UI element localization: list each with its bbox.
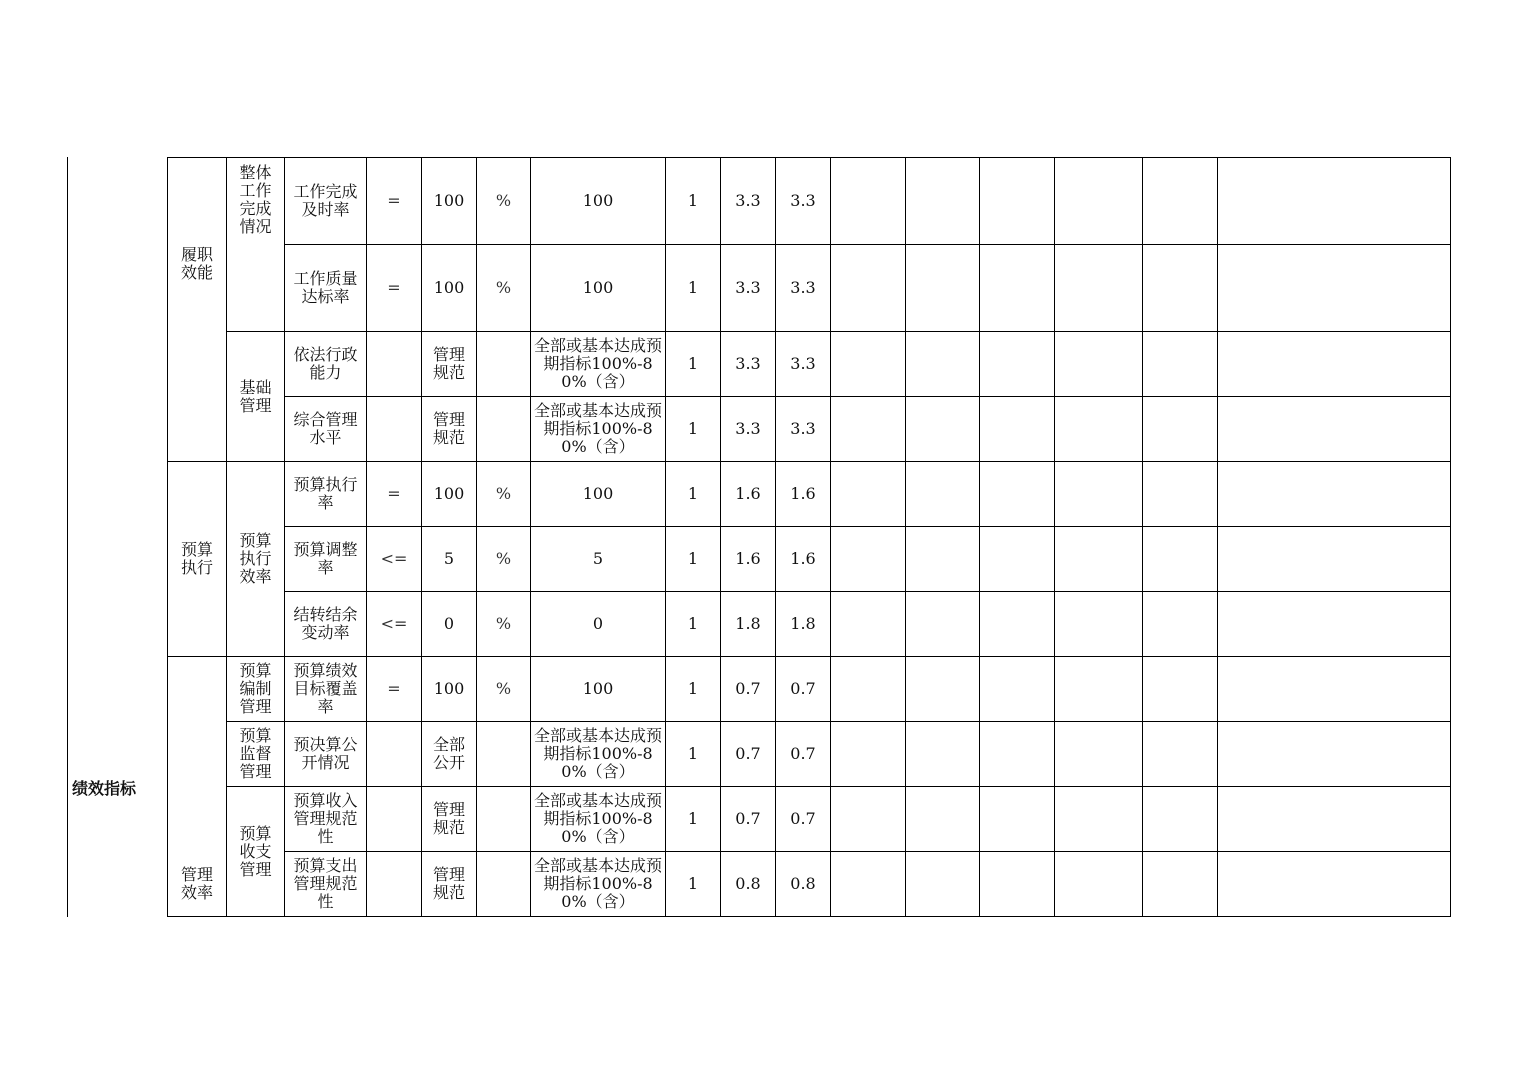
level2-category-text: 预算收支管理 bbox=[239, 823, 272, 879]
table-row bbox=[168, 722, 1451, 787]
empty-cell bbox=[1218, 852, 1451, 917]
indicator-name-text: 预决算公开情况 bbox=[293, 735, 358, 772]
level1-category-text: 管理效率 bbox=[180, 865, 213, 902]
table-row bbox=[168, 787, 1451, 852]
score-cell: 3.3 bbox=[776, 397, 831, 462]
operator-cell bbox=[367, 852, 422, 917]
empty-cell bbox=[1218, 332, 1451, 397]
indicator-name bbox=[285, 397, 367, 462]
target-value bbox=[422, 332, 477, 397]
section-label: 绩效指标 bbox=[72, 779, 137, 798]
score-cell: 0.8 bbox=[776, 852, 831, 917]
level1-category bbox=[168, 657, 227, 917]
indicator-name bbox=[285, 527, 367, 592]
weight-cell: 1 bbox=[666, 462, 721, 527]
target-value-text: 5 bbox=[443, 549, 455, 568]
table-row bbox=[168, 852, 1451, 917]
weight-cell: 1 bbox=[666, 245, 721, 332]
scoring-standard-text: 全部或基本达成预期指标100%-80%（含） bbox=[534, 726, 663, 781]
left-border-line bbox=[67, 157, 68, 917]
scoring-standard bbox=[531, 722, 666, 787]
table-row bbox=[168, 245, 1451, 332]
operator-cell: = bbox=[367, 245, 422, 332]
indicator-name bbox=[285, 462, 367, 527]
scoring-standard-text: 100 bbox=[582, 679, 614, 698]
empty-cell bbox=[980, 787, 1055, 852]
empty-cell bbox=[1143, 527, 1218, 592]
target-value-text: 100 bbox=[433, 278, 465, 297]
indicator-name bbox=[285, 158, 367, 245]
score-cell: 0.7 bbox=[721, 657, 776, 722]
operator-cell: = bbox=[367, 462, 422, 527]
operator-cell bbox=[367, 332, 422, 397]
weight-cell: 1 bbox=[666, 592, 721, 657]
weight-cell: 1 bbox=[666, 397, 721, 462]
indicator-name-text: 工作完成及时率 bbox=[293, 182, 358, 219]
scoring-standard bbox=[531, 527, 666, 592]
unit-cell: % bbox=[477, 158, 531, 245]
target-value bbox=[422, 462, 477, 527]
empty-cell bbox=[1218, 527, 1451, 592]
weight-cell: 1 bbox=[666, 158, 721, 245]
level1-category-text: 预算执行 bbox=[180, 540, 213, 577]
empty-cell bbox=[1055, 245, 1143, 332]
score-cell: 0.8 bbox=[721, 852, 776, 917]
empty-cell bbox=[1218, 158, 1451, 245]
score-cell: 3.3 bbox=[776, 245, 831, 332]
score-cell: 3.3 bbox=[721, 332, 776, 397]
empty-cell bbox=[831, 722, 906, 787]
target-value bbox=[422, 787, 477, 852]
scoring-standard-text: 100 bbox=[582, 484, 614, 503]
indicator-name-text: 预算执行率 bbox=[293, 475, 358, 512]
target-value bbox=[422, 852, 477, 917]
target-value bbox=[422, 245, 477, 332]
unit-cell bbox=[477, 787, 531, 852]
empty-cell bbox=[980, 527, 1055, 592]
score-cell: 1.6 bbox=[721, 462, 776, 527]
level2-category bbox=[227, 462, 285, 657]
empty-cell bbox=[906, 397, 980, 462]
weight-cell: 1 bbox=[666, 722, 721, 787]
unit-cell bbox=[477, 852, 531, 917]
level2-category bbox=[227, 787, 285, 917]
target-value-text: 全部公开 bbox=[432, 735, 465, 772]
table-row bbox=[168, 158, 1451, 245]
level1-category bbox=[168, 158, 227, 462]
target-value-text: 管理规范 bbox=[432, 800, 465, 837]
scoring-standard bbox=[531, 462, 666, 527]
empty-cell bbox=[831, 158, 906, 245]
empty-cell bbox=[831, 787, 906, 852]
table-row bbox=[168, 527, 1451, 592]
indicator-name bbox=[285, 657, 367, 722]
unit-cell: % bbox=[477, 462, 531, 527]
empty-cell bbox=[1143, 245, 1218, 332]
empty-cell bbox=[1218, 462, 1451, 527]
weight-cell: 1 bbox=[666, 527, 721, 592]
level2-category bbox=[227, 158, 285, 332]
score-cell: 1.8 bbox=[776, 592, 831, 657]
scoring-standard bbox=[531, 657, 666, 722]
score-cell: 1.8 bbox=[721, 592, 776, 657]
scoring-standard-text: 5 bbox=[592, 549, 604, 568]
target-value-text: 100 bbox=[433, 191, 465, 210]
level2-category-text: 预算监督管理 bbox=[239, 726, 272, 781]
empty-cell bbox=[906, 592, 980, 657]
scoring-standard-text: 100 bbox=[582, 278, 614, 297]
score-cell: 0.7 bbox=[776, 657, 831, 722]
table-row bbox=[168, 397, 1451, 462]
scoring-standard bbox=[531, 852, 666, 917]
score-cell: 0.7 bbox=[776, 787, 831, 852]
target-value bbox=[422, 657, 477, 722]
empty-cell bbox=[831, 592, 906, 657]
unit-cell: % bbox=[477, 245, 531, 332]
empty-cell bbox=[1143, 332, 1218, 397]
empty-cell bbox=[906, 332, 980, 397]
empty-cell bbox=[1055, 852, 1143, 917]
empty-cell bbox=[1143, 722, 1218, 787]
empty-cell bbox=[906, 657, 980, 722]
empty-cell bbox=[980, 397, 1055, 462]
empty-cell bbox=[906, 787, 980, 852]
level2-category bbox=[227, 332, 285, 462]
indicator-name bbox=[285, 787, 367, 852]
scoring-standard bbox=[531, 332, 666, 397]
target-value bbox=[422, 527, 477, 592]
table-row bbox=[168, 462, 1451, 527]
score-cell: 3.3 bbox=[776, 332, 831, 397]
score-cell: 0.7 bbox=[721, 787, 776, 852]
empty-cell bbox=[906, 158, 980, 245]
empty-cell bbox=[1055, 158, 1143, 245]
target-value bbox=[422, 592, 477, 657]
indicator-name-text: 预算绩效目标覆盖率 bbox=[293, 661, 358, 716]
score-cell: 1.6 bbox=[721, 527, 776, 592]
scoring-standard-text: 全部或基本达成预期指标100%-80%（含） bbox=[534, 336, 663, 391]
empty-cell bbox=[831, 657, 906, 722]
level2-category-text: 整体工作完成情况 bbox=[239, 163, 272, 236]
empty-cell bbox=[1218, 397, 1451, 462]
target-value-text: 管理规范 bbox=[432, 410, 465, 447]
scoring-standard-text: 全部或基本达成预期指标100%-80%（含） bbox=[534, 791, 663, 846]
level2-category-text: 预算编制管理 bbox=[239, 661, 272, 716]
empty-cell bbox=[980, 462, 1055, 527]
unit-cell: % bbox=[477, 592, 531, 657]
scoring-standard-text: 全部或基本达成预期指标100%-80%（含） bbox=[534, 856, 663, 911]
level2-category-text: 预算执行效率 bbox=[239, 531, 272, 586]
empty-cell bbox=[1218, 245, 1451, 332]
empty-cell bbox=[906, 527, 980, 592]
scoring-standard bbox=[531, 397, 666, 462]
empty-cell bbox=[1143, 787, 1218, 852]
operator-cell: = bbox=[367, 657, 422, 722]
operator-cell: <= bbox=[367, 527, 422, 592]
target-value bbox=[422, 397, 477, 462]
scoring-standard-text: 0 bbox=[592, 614, 604, 633]
unit-cell: % bbox=[477, 527, 531, 592]
empty-cell bbox=[1055, 722, 1143, 787]
empty-cell bbox=[831, 527, 906, 592]
table-row bbox=[168, 332, 1451, 397]
empty-cell bbox=[1218, 787, 1451, 852]
scoring-standard-text: 100 bbox=[582, 191, 614, 210]
score-cell: 1.6 bbox=[776, 527, 831, 592]
empty-cell bbox=[980, 852, 1055, 917]
unit-cell bbox=[477, 722, 531, 787]
level2-category bbox=[227, 657, 285, 722]
empty-cell bbox=[980, 245, 1055, 332]
table-row bbox=[168, 657, 1451, 722]
empty-cell bbox=[1143, 852, 1218, 917]
empty-cell bbox=[906, 852, 980, 917]
operator-cell bbox=[367, 722, 422, 787]
empty-cell bbox=[1055, 527, 1143, 592]
empty-cell bbox=[980, 332, 1055, 397]
empty-cell bbox=[1143, 592, 1218, 657]
scoring-standard-text: 全部或基本达成预期指标100%-80%（含） bbox=[534, 401, 663, 456]
indicator-name-text: 依法行政能力 bbox=[293, 345, 358, 382]
empty-cell bbox=[831, 332, 906, 397]
score-cell: 1.6 bbox=[776, 462, 831, 527]
indicator-name-text: 预算收入管理规范性 bbox=[293, 791, 358, 846]
indicator-name bbox=[285, 592, 367, 657]
table-row bbox=[168, 592, 1451, 657]
empty-cell bbox=[831, 462, 906, 527]
indicator-name bbox=[285, 852, 367, 917]
operator-cell: <= bbox=[367, 592, 422, 657]
weight-cell: 1 bbox=[666, 852, 721, 917]
scoring-standard bbox=[531, 158, 666, 245]
empty-cell bbox=[906, 245, 980, 332]
empty-cell bbox=[1218, 722, 1451, 787]
scoring-standard bbox=[531, 787, 666, 852]
empty-cell bbox=[1218, 592, 1451, 657]
scoring-standard bbox=[531, 245, 666, 332]
target-value-text: 管理规范 bbox=[432, 865, 465, 902]
unit-cell: % bbox=[477, 657, 531, 722]
operator-cell bbox=[367, 397, 422, 462]
level2-category bbox=[227, 722, 285, 787]
target-value-text: 100 bbox=[433, 679, 465, 698]
operator-cell bbox=[367, 787, 422, 852]
empty-cell bbox=[1055, 462, 1143, 527]
score-cell: 3.3 bbox=[721, 245, 776, 332]
empty-cell bbox=[980, 722, 1055, 787]
performance-indicator-table bbox=[167, 157, 1451, 917]
score-cell: 0.7 bbox=[776, 722, 831, 787]
target-value bbox=[422, 158, 477, 245]
indicator-name-text: 结转结余变动率 bbox=[293, 605, 358, 642]
score-cell: 3.3 bbox=[776, 158, 831, 245]
empty-cell bbox=[906, 462, 980, 527]
empty-cell bbox=[1143, 462, 1218, 527]
weight-cell: 1 bbox=[666, 787, 721, 852]
indicator-name-text: 综合管理水平 bbox=[293, 410, 358, 447]
indicator-name bbox=[285, 722, 367, 787]
empty-cell bbox=[831, 852, 906, 917]
indicator-name bbox=[285, 332, 367, 397]
empty-cell bbox=[1143, 657, 1218, 722]
unit-cell bbox=[477, 332, 531, 397]
target-value-text: 100 bbox=[433, 484, 465, 503]
target-value bbox=[422, 722, 477, 787]
empty-cell bbox=[1055, 787, 1143, 852]
empty-cell bbox=[906, 722, 980, 787]
empty-cell bbox=[1218, 657, 1451, 722]
indicator-name-text: 预算支出管理规范性 bbox=[293, 856, 358, 911]
indicator-name-text: 工作质量达标率 bbox=[293, 269, 358, 306]
level2-category-text: 基础管理 bbox=[239, 377, 272, 415]
weight-cell: 1 bbox=[666, 657, 721, 722]
score-cell: 3.3 bbox=[721, 158, 776, 245]
target-value-text: 管理规范 bbox=[432, 345, 465, 382]
score-cell: 3.3 bbox=[721, 397, 776, 462]
empty-cell bbox=[1055, 397, 1143, 462]
empty-cell bbox=[831, 245, 906, 332]
empty-cell bbox=[831, 397, 906, 462]
score-cell: 0.7 bbox=[721, 722, 776, 787]
empty-cell bbox=[1055, 657, 1143, 722]
operator-cell: = bbox=[367, 158, 422, 245]
empty-cell bbox=[1143, 397, 1218, 462]
weight-cell: 1 bbox=[666, 332, 721, 397]
empty-cell bbox=[980, 592, 1055, 657]
empty-cell bbox=[980, 657, 1055, 722]
empty-cell bbox=[1143, 158, 1218, 245]
level1-category bbox=[168, 462, 227, 657]
target-value-text: 0 bbox=[443, 614, 455, 633]
empty-cell bbox=[980, 158, 1055, 245]
scoring-standard bbox=[531, 592, 666, 657]
level1-category-text: 履职效能 bbox=[180, 245, 213, 282]
empty-cell bbox=[1055, 592, 1143, 657]
unit-cell bbox=[477, 397, 531, 462]
empty-cell bbox=[1055, 332, 1143, 397]
indicator-name bbox=[285, 245, 367, 332]
indicator-name-text: 预算调整率 bbox=[293, 540, 358, 577]
